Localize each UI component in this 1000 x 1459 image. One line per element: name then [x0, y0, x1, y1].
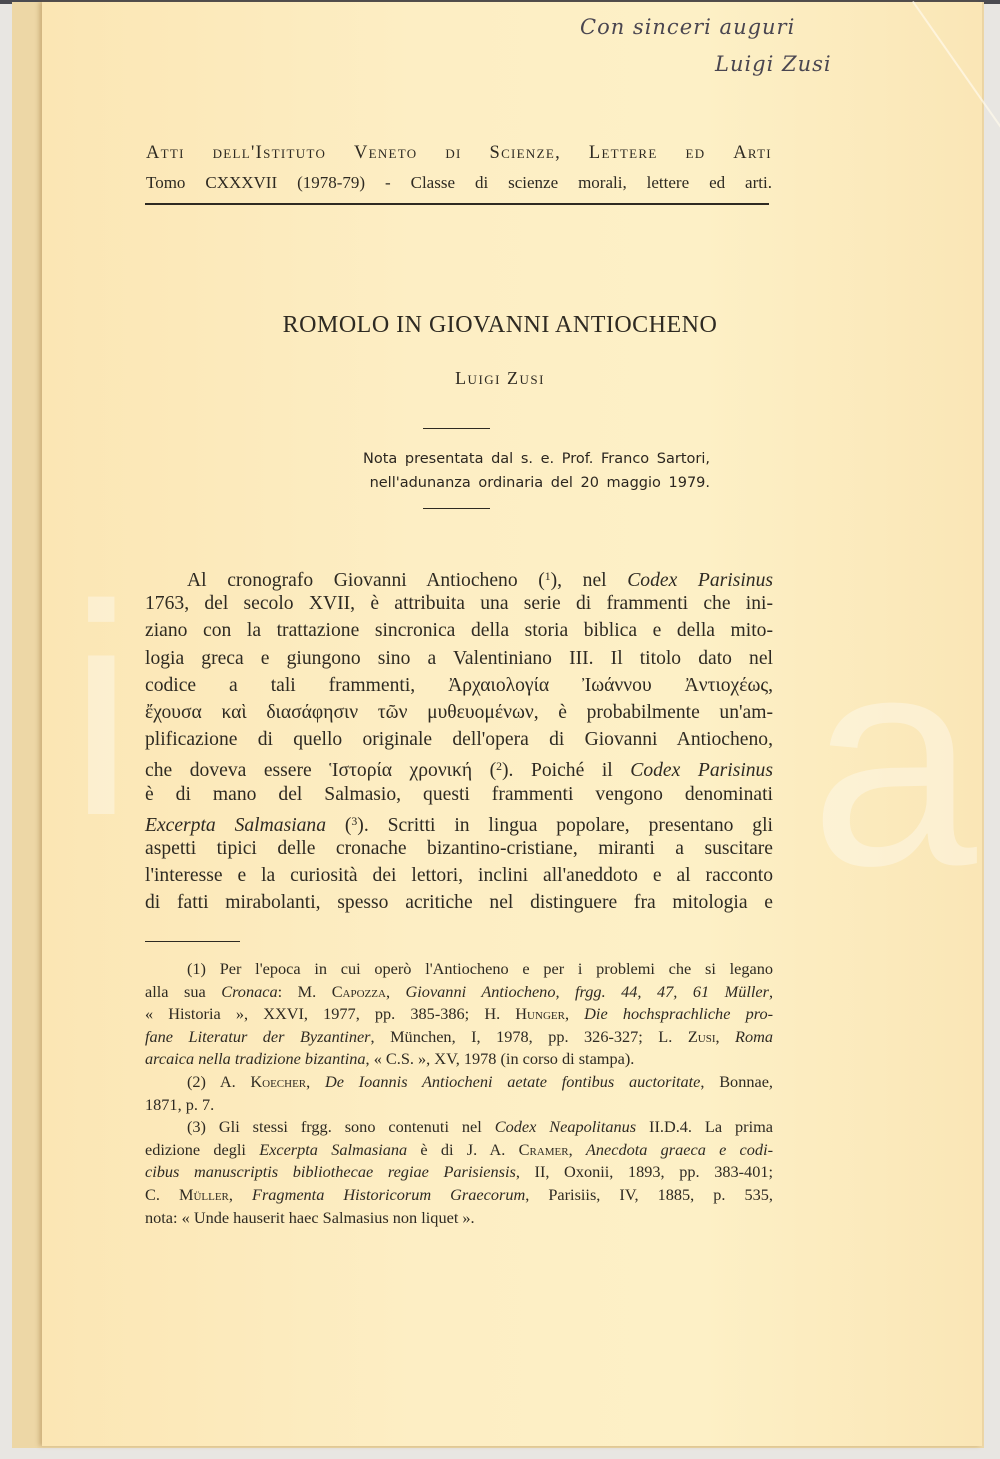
footnote-3-line: (3) Gli stessi frgg. sono contenuti nel Codex Neapolitanus II.D.4. La prima: [187, 1117, 774, 1137]
body-paragraph: [145, 563, 773, 916]
header-word: di: [445, 143, 462, 163]
body-line: logia greca e giungono sino a Valentiniano III. Il titolo dato nel: [145, 647, 773, 669]
journal-header: [146, 143, 772, 164]
body-line: l'interesse e la curiosità dei lettori, inclini all'aneddoto e al racconto: [145, 865, 773, 887]
article-author: Luigi Zusi: [455, 368, 545, 388]
body-line: codice a tali frammenti, Ἀρχαιολογία Ἰωάννου Ἀντιοχέως,: [145, 674, 774, 696]
handwritten-dedication: Con sinceri auguri: [580, 15, 796, 39]
body-line: aspetti tipici delle cronache bizantino-cristiane, miranti a suscitare: [145, 837, 773, 859]
footnote-3-line: cibus manuscriptis bibliothecae regiae Parisiensis, II, Oxonii, 1893, pp. 383-401;: [145, 1162, 774, 1182]
header-word: ed: [685, 143, 706, 163]
watermark-letter-i: i: [68, 542, 135, 878]
footnote-1-line: alla sua Cronaca: M. Capozza, Giovanni Antiocheno, frgg. 44, 47, 61 Müller,: [145, 981, 774, 1001]
separator-rule: [423, 428, 490, 429]
handwritten-signature: Luigi Zusi: [715, 52, 832, 76]
header-word: Classe: [410, 173, 455, 192]
body-line: plificazione di quello originale dell'opera di Giovanni Antiocheno,: [145, 729, 773, 751]
footnote-3-line: nota: « Unde hauserit haec Salmasius non liquet ».: [145, 1207, 475, 1227]
body-line: Al cronografo Giovanni Antiocheno ($^1$), nel Codex Parisinus: [187, 569, 774, 591]
body-line: che doveva essere Ἱστορία χρονική ($^2$). Poiché il Codex Parisinus: [145, 760, 773, 782]
footnote-1-line: fane Literatur der Byzantiner, München, I, 1978, pp. 326-327; L. Zusi, Roma: [145, 1026, 774, 1046]
footnote-1-line: (1) Per l'epoca in cui operò l'Antiocheno e per i problemi che si legano: [187, 959, 773, 978]
article-title: ROMOLO IN GIOVANNI ANTIOCHENO: [282, 312, 718, 338]
header-word: (1978-79): [297, 173, 366, 192]
header-word: -: [385, 173, 391, 192]
header-word: arti.: [745, 173, 772, 192]
header-word: morali,: [578, 173, 627, 192]
greek-title: Ἀρχαιολογία Ἰωάννου Ἀντιοχέως,: [448, 674, 774, 696]
footnote-1-line: « Historia », XXVI, 1977, pp. 385-386; H. Hunger, Die hochsprachliche pro-: [145, 1004, 774, 1024]
header-word: Lettere: [588, 143, 658, 163]
header-word: CXXXVII: [205, 173, 278, 192]
footnote-1-line: arcaica nella tradizione bizantina, « C.S. », XV, 1978 (in corso di stampa).: [145, 1049, 635, 1069]
body-line: Excerpta Salmasiana ($^3$). Scritti in lingua popolare, presentano gli: [145, 814, 773, 836]
body-line: ἔχουσα καὶ διασάφησιν τῶν μυθευομένων, è probabilmente un'am-: [145, 701, 773, 723]
footnote-2-line: (2) A. Koecher, De Ioannis Antiocheni aetate fontibus auctoritate, Bonnae,: [187, 1071, 773, 1091]
header-word: dell'Istituto: [212, 143, 327, 163]
header-word: scienze: [508, 173, 559, 192]
greek-title: Ἱστορία χρονική: [329, 760, 473, 782]
footnote-3-line: edizione degli Excerpta Salmasiana è di J. A. Cramer, Anecdota graeca e codi-: [145, 1139, 774, 1159]
header-rule: [145, 203, 769, 205]
header-word: Scienze,: [489, 143, 562, 163]
header-word: Veneto: [353, 143, 418, 163]
header-word: lettere: [646, 173, 690, 192]
footnote-3-line: C. Müller, Fragmenta Historicorum Graecorum, Parisiis, IV, 1885, p. 535,: [145, 1184, 773, 1204]
presentation-note: [230, 447, 710, 495]
greek-title: ἔχουσα καὶ διασάφησιν τῶν μυθευομένων,: [145, 701, 539, 723]
journal-volume-line: [146, 173, 772, 193]
body-line: 1763, del secolo XVII, è attribuita una serie di frammenti che ini-: [145, 593, 773, 615]
header-word: di: [474, 173, 489, 192]
body-line: di fatti mirabolanti, spesso acritiche nel distinguere fra mitologia e: [145, 892, 773, 914]
footnote-2-line: 1871, p. 7.: [145, 1094, 215, 1114]
header-word: Arti: [733, 143, 772, 163]
watermark-letter-a: a: [810, 592, 977, 928]
body-line: ziano con la trattazione sincronica della storia biblica e della mito-: [145, 620, 773, 642]
header-word: ed: [709, 173, 726, 192]
header-word: Tomo: [146, 173, 186, 192]
body-line: è di mano del Salmasio, questi frammenti vengono denominati: [145, 783, 773, 805]
footnote-rule: [145, 941, 240, 942]
header-word: Atti: [146, 143, 185, 163]
fold-crease: [912, 1, 1000, 166]
footnotes: [145, 958, 773, 1229]
separator-rule: [423, 508, 490, 509]
note-line: nell'adunanza ordinaria del 20 maggio 1979.: [369, 475, 710, 491]
note-line: Nota presentata dal s. e. Prof. Franco Sartori,: [363, 451, 710, 467]
